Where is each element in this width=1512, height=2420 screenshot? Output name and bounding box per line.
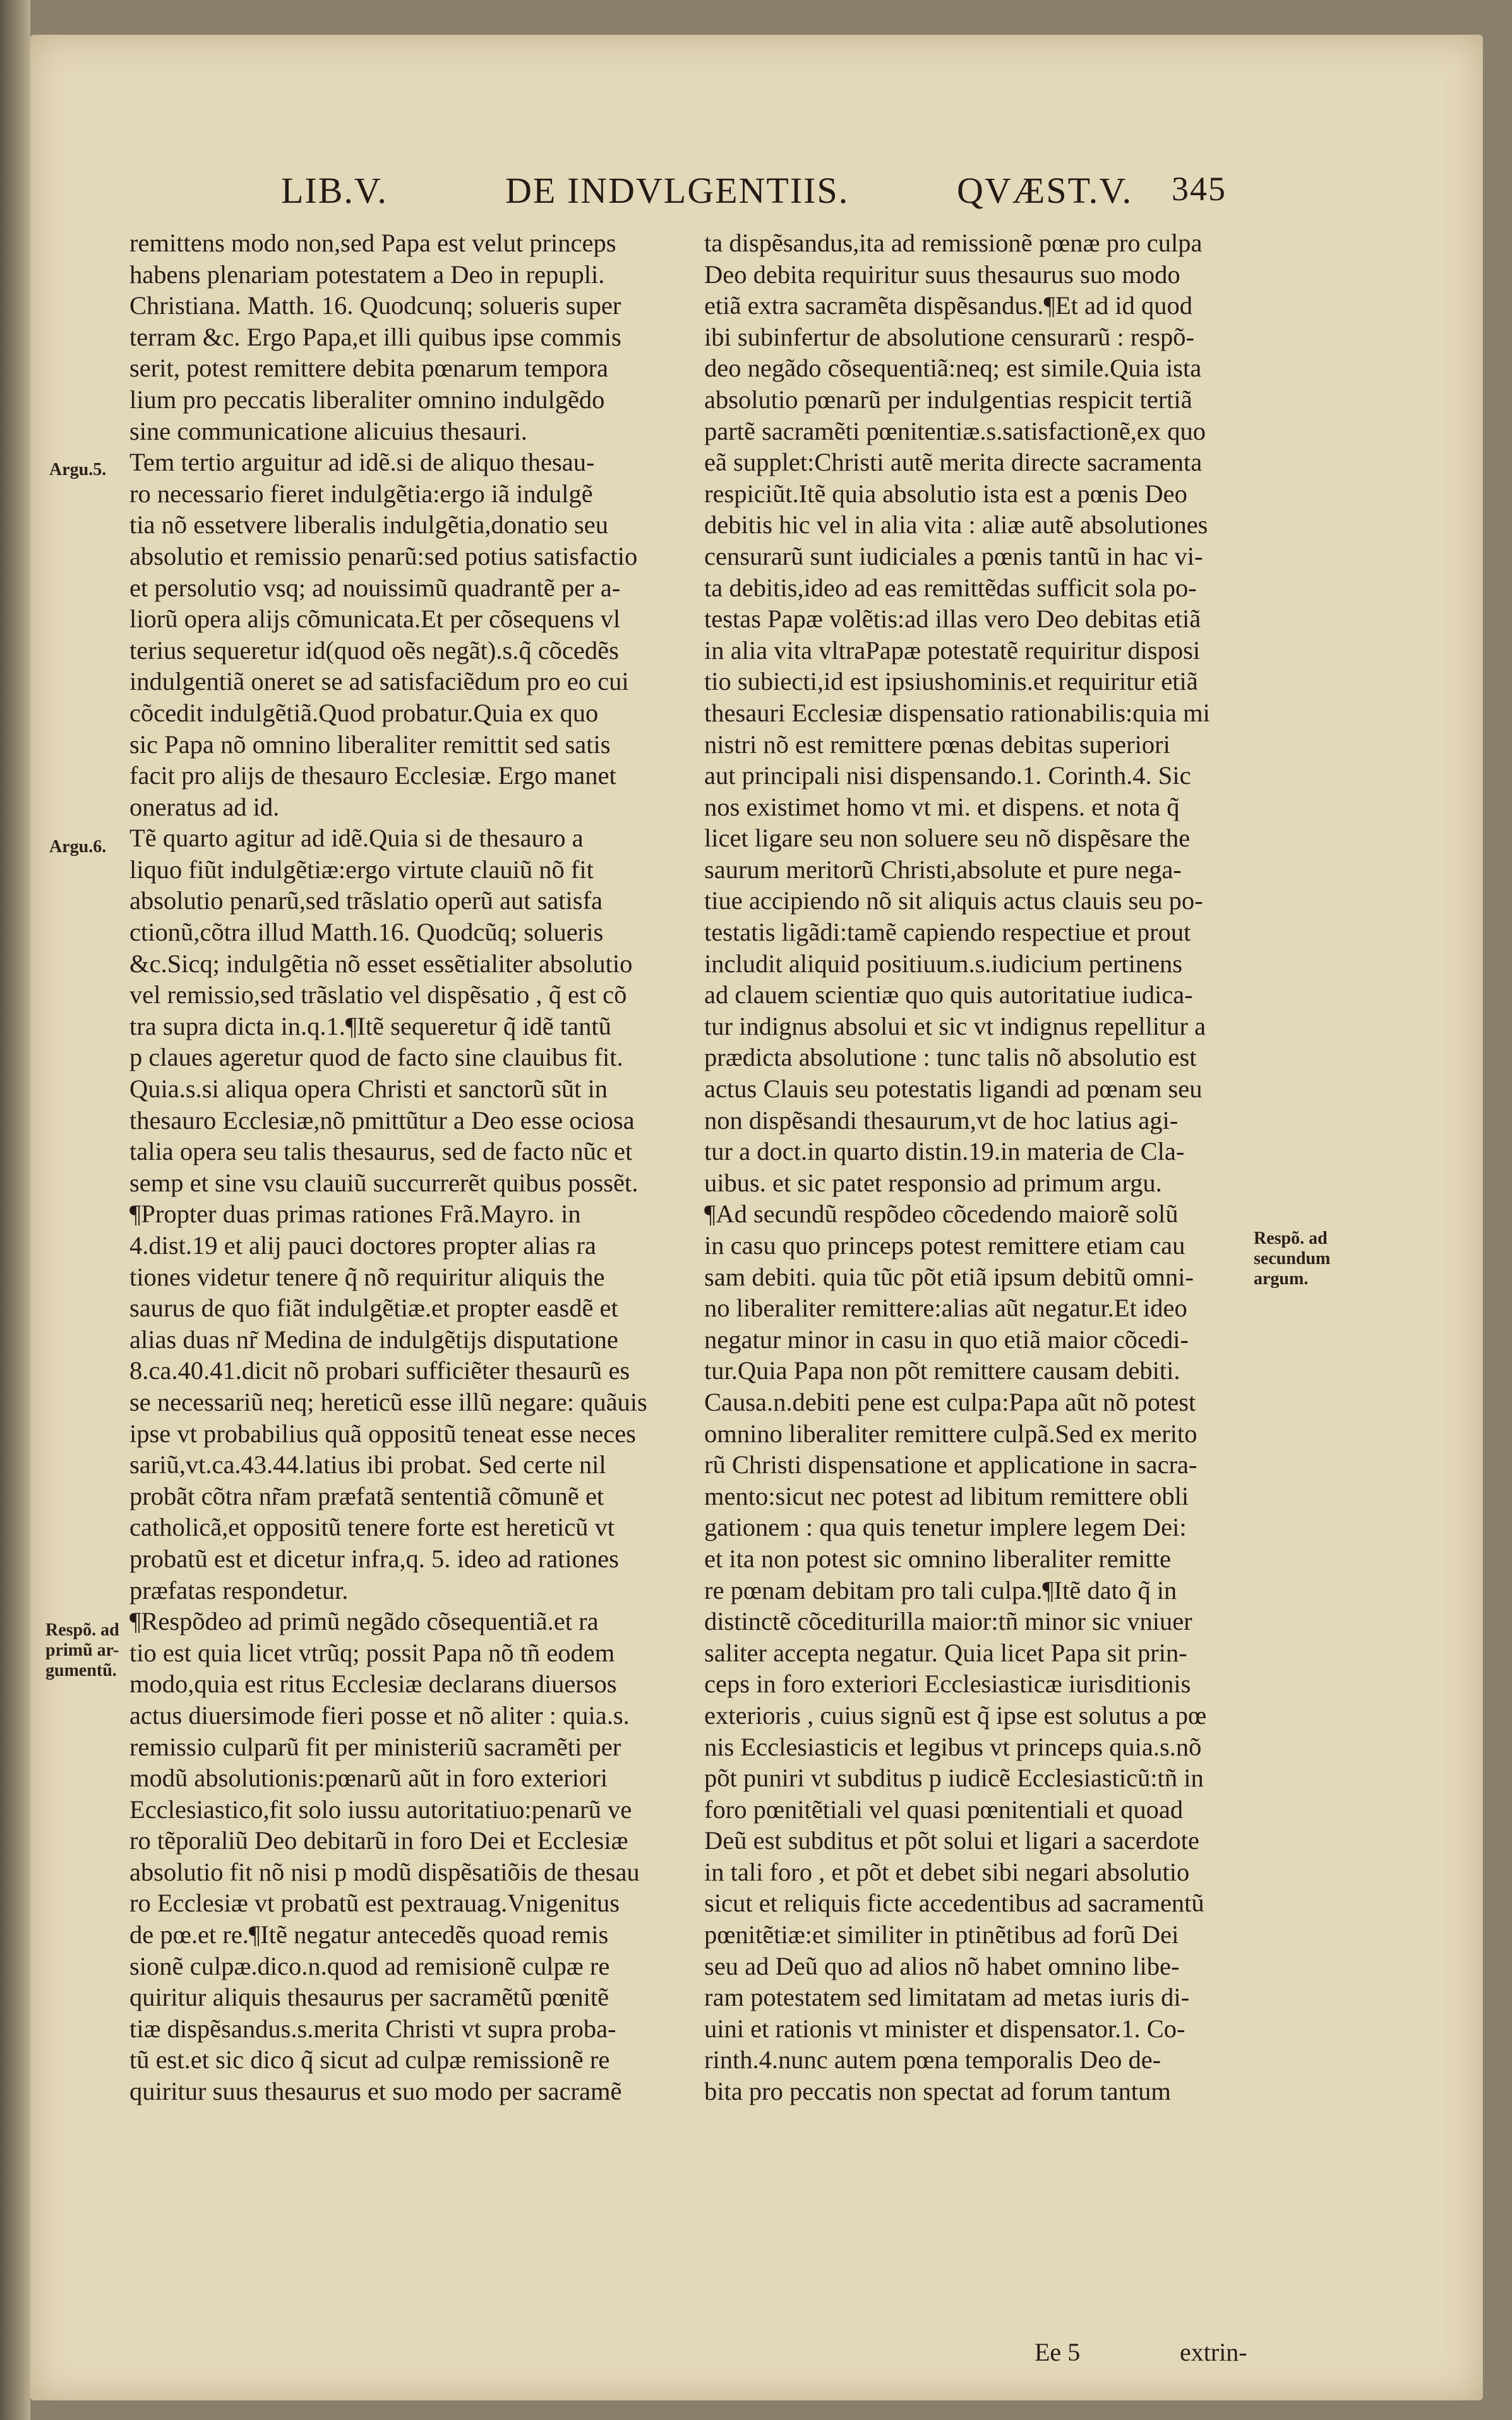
text-line: tiue accipiendo nõ sit aliquis actus clauis seu po- xyxy=(704,886,1203,915)
margin-note-argu6: Argu.6. xyxy=(49,837,107,857)
catchword: extrin- xyxy=(1180,2338,1247,2366)
text-line: probatũ est et dicetur infra,q. 5. ideo ad rationes xyxy=(129,1544,619,1573)
text-line: terram &c. Ergo Papa,et illi quibus ipse commis xyxy=(129,322,621,351)
running-head-book: LIB.V. xyxy=(281,170,388,211)
text-line: Deo debita requiritur suus thesaurus suo modo xyxy=(704,260,1180,289)
text-line: habens plenariam potestatem a Deo in repupli. xyxy=(129,260,605,289)
text-line: ro necessario fieret indulgẽtia:ergo iã indulgẽ xyxy=(129,479,593,508)
text-line: ta dispẽsandus,ita ad remissionẽ pœnæ pro culpa xyxy=(704,229,1203,257)
text-line: tio est quia licet vtrũq; possit Papa nõ tñ eodem xyxy=(129,1638,615,1667)
text-line: tur.Quia Papa non põt remittere causam debiti. xyxy=(704,1356,1180,1385)
text-line: negatur minor in casu in quo etiã maior cõcedi- xyxy=(704,1325,1189,1354)
text-line: uini et rationis vt minister et dispensator.1. Co- xyxy=(704,2014,1185,2043)
text-line: Tem tertio arguitur ad idẽ.si de aliquo thesau- xyxy=(129,448,595,477)
text-line: absolutio penarũ,sed trãslatio operũ aut satisfa xyxy=(129,886,603,915)
text-line: nistri nõ est remittere pœnas debitas superiori xyxy=(704,730,1170,759)
signature-mark: Ee 5 xyxy=(1035,2338,1081,2366)
text-line: in casu quo princeps potest remittere etiam cau xyxy=(704,1231,1185,1260)
text-line: sine communicatione alicuius thesauri. xyxy=(129,416,527,445)
text-line: etiã extra sacramẽta dispẽsandus.¶Et ad id quod xyxy=(704,291,1192,320)
text-line: se necessariũ neq; hereticũ esse illũ negare: quãuis xyxy=(129,1387,647,1416)
text-line: foro pœnitẽtiali vel quasi pœnitentiali et quoad xyxy=(704,1795,1184,1824)
text-line: Causa.n.debiti pene est culpa:Papa aũt nõ potest xyxy=(704,1387,1196,1416)
text-line: remissio culparũ fit per ministeriũ sacramẽti per xyxy=(129,1732,621,1761)
text-line: eã supplet:Christi autẽ merita directe sacramenta xyxy=(704,448,1203,477)
text-line: sam debiti. quia tũc põt etiã ipsum debitũ omni- xyxy=(704,1262,1194,1291)
text-line: ta debitis,ideo ad eas remittẽdas sufficit sola po- xyxy=(704,573,1197,602)
text-line: seu ad Deũ quo ad alios nõ habet omnino libe- xyxy=(704,1951,1180,1980)
text-line: ctionũ,cõtra illud Matth.16. Quodcũq; solueris xyxy=(129,918,604,947)
text-line: nos existimet homo vt mi. et dispens. et nota q̃ xyxy=(704,792,1180,821)
text-line: no liberaliter remittere:alias aũt negatur.Et ideo xyxy=(704,1294,1187,1323)
text-line: pœnitẽtiæ:et similiter in ptinẽtibus ad forũ Dei xyxy=(704,1920,1179,1949)
text-line: 8.ca.40.41.dicit nõ probari sufficiẽter thesaurũ es xyxy=(129,1356,630,1385)
text-line: non dispẽsandi thesaurum,vt de hoc latius agi- xyxy=(704,1105,1179,1135)
text-line: ¶Respõdeo ad primũ negãdo cõsequentiã.et ra xyxy=(129,1607,599,1636)
margin-note-response-first xyxy=(45,1620,119,1681)
text-line: quiritur aliquis thesaurus per sacramẽtũ pœnitẽ xyxy=(129,1983,609,2012)
text-line: thesauro Ecclesiæ,nõ pmittũtur a Deo esse ociosa xyxy=(129,1105,635,1135)
text-line: ibi subinfertur de absolutione censurarũ : respõ- xyxy=(704,322,1195,351)
text-line: sionẽ culpæ.dico.n.quod ad remisionẽ culpæ re xyxy=(129,1951,610,1980)
text-line: ¶Ad secundũ respõdeo cõcedendo maiorẽ solũ xyxy=(704,1200,1179,1229)
text-line: tur a doct.in quarto distin.19.in materia de Cla- xyxy=(704,1137,1185,1166)
text-line: Tẽ quarto agitur ad idẽ.Quia si de thesauro a xyxy=(129,824,584,853)
margin-note-argu5: Argu.5. xyxy=(49,460,107,479)
text-line: liquo fiũt indulgẽtiæ:ergo virtute clauiũ nõ fit xyxy=(129,855,594,884)
text-line: ram potestatem sed limitatam ad metas iuris di- xyxy=(704,1983,1190,2012)
text-line: sicut et reliquis ficte accedentibus ad sacramentũ xyxy=(704,1889,1204,1918)
text-line: thesauri Ecclesiæ dispensatio rationabilis:quia mi xyxy=(704,698,1210,727)
text-line: saurus de quo fiãt indulgẽtiæ.et propter easdẽ et xyxy=(129,1294,618,1323)
text-line: põt puniri vt subditus p iudicẽ Ecclesiasticũ:tñ in xyxy=(704,1764,1204,1793)
text-line: oneratus ad id. xyxy=(129,792,280,821)
text-line: p claues ageretur quod de facto sine clauibus fit. xyxy=(129,1043,623,1072)
text-line: Ecclesiastico,fit solo iussu autoritatiuo:penarũ ve xyxy=(129,1795,632,1824)
text-line: modũ absolutionis:pœnarũ aũt in foro exteriori xyxy=(129,1764,608,1793)
text-line: tur indignus absolui et sic vt indignus repellitur a xyxy=(704,1011,1206,1040)
text-line: nis Ecclesiasticis et legibus vt princeps quia.s.nõ xyxy=(704,1732,1202,1761)
text-line: probãt cõtra nr̃am præfatã sententiã cõmunẽ et xyxy=(129,1481,604,1510)
text-line: Christiana. Matth. 16. Quodcunq; solueris super xyxy=(129,291,621,320)
text-line: ipse vt probabilius quã oppositũ teneat esse neces xyxy=(129,1419,636,1448)
text-line: tũ est.et sic dico q̃ sicut ad culpæ remissionẽ re xyxy=(129,2045,610,2074)
text-line: tiones videtur tenere q̃ nõ requiritur aliquis the xyxy=(129,1262,605,1291)
text-line: absolutio fit nõ nisi p modũ dispẽsatiõis de thesau xyxy=(129,1857,640,1886)
text-line: facit pro alijs de thesauro Ecclesiæ. Ergo manet xyxy=(129,761,616,790)
margin-note-line: gumentũ. xyxy=(45,1661,117,1680)
left-text-column xyxy=(129,227,669,2107)
text-line: ro tẽporaliũ Deo debitarũ in foro Dei et Ecclesiæ xyxy=(129,1826,628,1855)
text-line: Deũ est subditus et põt solui et ligari a sacerdote xyxy=(704,1826,1199,1855)
running-head-question: QVÆST.V. xyxy=(957,170,1133,211)
text-line: licet ligare seu non soluere seu nõ dispẽsare the xyxy=(704,824,1191,853)
text-line: cõcedit indulgẽtiã.Quod probatur.Quia ex quo xyxy=(129,698,599,727)
text-line: indulgentiã oneret se ad satisfaciẽdum pro eo cui xyxy=(129,667,629,696)
text-line: uibus. et sic patet responsio ad primum argu. xyxy=(704,1168,1162,1197)
text-line: mento:sicut nec potest ad libitum remittere obli xyxy=(704,1481,1189,1510)
text-line: de pœ.et re.¶Itẽ negatur antecedẽs quoad remis xyxy=(129,1920,609,1949)
text-line: talia opera seu talis thesaurus, sed de facto nũc et xyxy=(129,1137,633,1166)
text-line: liorũ opera alijs cõmunicata.Et per cõsequens vl xyxy=(129,605,621,634)
text-line: testas Papæ volẽtis:ad illas vero Deo debitas etiã xyxy=(704,605,1201,634)
text-line: saliter accepta negatur. Quia licet Papa sit prin- xyxy=(704,1638,1187,1667)
text-line: semp et sine vsu clauiũ succurrerẽt quibus possẽt. xyxy=(129,1168,639,1197)
text-line: ¶Propter duas primas rationes Frã.Mayro. in xyxy=(129,1200,581,1229)
margin-note-line: primũ ar- xyxy=(45,1640,119,1660)
right-text-column xyxy=(704,227,1257,2107)
text-line: actus diuersimode fieri posse et nõ aliter : quia.s. xyxy=(129,1701,630,1730)
text-line: præfatas respondetur. xyxy=(129,1575,349,1604)
text-line: quiritur suus thesaurus et suo modo per sacramẽ xyxy=(129,2077,622,2106)
text-line: ceps in foro exteriori Ecclesiasticæ iurisditionis xyxy=(704,1670,1191,1699)
text-line: deo negãdo cõsequentiã:neq; est simile.Quia ista xyxy=(704,354,1202,383)
text-line: terius sequeretur id(quod oẽs negãt).s.q̃ cõcedẽs xyxy=(129,635,619,665)
text-line: re pœnam debitam pro tali culpa.¶Itẽ dato q̃ in xyxy=(704,1575,1177,1604)
text-line: absolutio et remissio penarũ:sed potius satisfactio xyxy=(129,541,638,570)
text-line: gationem : qua quis tenetur implere legem Dei: xyxy=(704,1513,1187,1542)
text-line: catholicã,et oppositũ tenere forte est hereticũ vt xyxy=(129,1513,615,1542)
text-line: 4.dist.19 et alij pauci doctores propter alias ra xyxy=(129,1231,596,1260)
text-line: omnino liberaliter remittere culpã.Sed ex merito xyxy=(704,1419,1197,1448)
text-line: in alia vita vltraPapæ potestatẽ requiritur disposi xyxy=(704,635,1201,665)
margin-note-line: Respõ. ad xyxy=(1254,1229,1328,1248)
text-line: respiciũt.Itẽ quia absolutio ista est a pœnis Deo xyxy=(704,479,1187,508)
text-line: testatis ligãdi:tamẽ capiendo respectiue et prout xyxy=(704,918,1191,947)
text-line: absolutio pœnarũ per indulgentias respicit tertiã xyxy=(704,385,1192,414)
text-line: et ita non potest sic omnino liberaliter remitte xyxy=(704,1544,1171,1573)
text-line: vel remissio,sed trãslatio vel dispẽsatio , q̃ est cõ xyxy=(129,980,627,1009)
text-line: modo,quia est ritus Ecclesiæ declarans diuersos xyxy=(129,1670,617,1699)
text-line: bita pro peccatis non spectat ad forum tantum xyxy=(704,2077,1171,2106)
text-line: tiæ dispẽsandus.s.merita Christi vt supra proba- xyxy=(129,2014,616,2043)
text-line: remittens modo non,sed Papa est velut princeps xyxy=(129,229,616,257)
text-line: sariũ,vt.ca.43.44.latius ibi probat. Sed certe nil xyxy=(129,1450,606,1479)
text-line: prædicta absolutione : tunc talis nõ absolutio est xyxy=(704,1043,1197,1072)
page-number: 345 xyxy=(1172,170,1227,208)
text-line: aut principali nisi dispensando.1. Corinth.4. Sic xyxy=(704,761,1191,790)
text-line: ro Ecclesiæ vt probatũ est pextrauag.Vnigenitus xyxy=(129,1889,620,1918)
text-line: saurum meritorũ Christi,absolute et pure nega- xyxy=(704,855,1182,884)
text-line: in tali foro , et põt et debet sibi negari absolutio xyxy=(704,1857,1190,1886)
margin-note-response-second xyxy=(1254,1229,1330,1289)
text-line: actus Clauis seu potestatis ligandi ad pœnam seu xyxy=(704,1075,1203,1104)
text-line: Quia.s.si aliqua opera Christi et sanctorũ sũt in xyxy=(129,1075,608,1104)
text-line: tio subiecti,id est ipsiushominis.et requiritur etiã xyxy=(704,667,1198,696)
running-head-title: DE INDVLGENTIIS. xyxy=(505,170,849,211)
text-line: debitis hic vel in alia vita : aliæ autẽ absolutiones xyxy=(704,510,1208,539)
text-line: tia nõ essetvere liberalis indulgẽtia,donatio seu xyxy=(129,510,609,539)
text-line: tra supra dicta in.q.1.¶Itẽ sequeretur q̃ idẽ tantũ xyxy=(129,1011,611,1040)
margin-note-line: argum. xyxy=(1254,1269,1309,1289)
margin-note-line: Respõ. ad xyxy=(45,1620,119,1640)
text-line: alias duas nr̃ Medina de indulgẽtijs disputatione xyxy=(129,1325,618,1354)
text-line: includit aliquid positiuum.s.iudicium pertinens xyxy=(704,949,1183,978)
text-line: sic Papa nõ omnino liberaliter remittit sed satis xyxy=(129,730,611,759)
text-line: ad clauem scientiæ quo quis autoritatiue iudica- xyxy=(704,980,1193,1009)
text-line: distinctẽ cõcediturilla maior:tñ minor sic vniuer xyxy=(704,1607,1192,1636)
text-line: exterioris , cuius signũ est q̃ ipse est solutus a pœ xyxy=(704,1701,1207,1730)
margin-note-line: secundum xyxy=(1254,1249,1331,1268)
text-line: &c.Sicq; indulgẽtia nõ esset essẽtialiter absolutio xyxy=(129,949,633,978)
text-line: serit, potest remittere debita pœnarum tempora xyxy=(129,354,608,383)
book-spine xyxy=(0,0,30,2420)
text-line: rũ Christi dispensatione et applicatione in sacra- xyxy=(704,1450,1197,1479)
text-line: rinth.4.nunc autem pœna temporalis Deo de- xyxy=(704,2045,1161,2074)
text-line: partẽ sacramẽti pœnitentiæ.s.satisfactionẽ,ex quo xyxy=(704,416,1206,445)
text-line: et persolutio vsq; ad nouissimũ quadrantẽ per a- xyxy=(129,573,621,602)
text-line: lium pro peccatis liberaliter omnino indulgẽdo xyxy=(129,385,605,414)
text-line: censurarũ sunt iudiciales a pœnis tantũ in hac vi- xyxy=(704,541,1203,570)
